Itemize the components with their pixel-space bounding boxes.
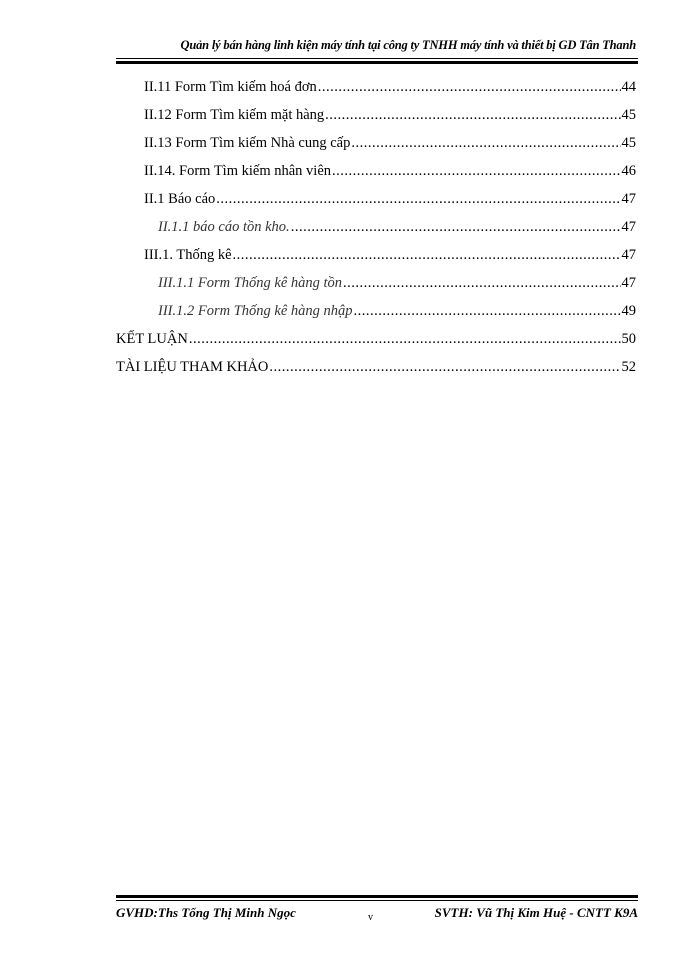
toc-leader-dots bbox=[325, 106, 620, 124]
footer-advisor: GVHD:Ths Tống Thị Minh Ngọc bbox=[116, 905, 296, 920]
toc-entry-label: III.1. Thống kê bbox=[144, 247, 232, 263]
footer-student: SVTH: Vũ Thị Kim Huệ - CNTT K9A bbox=[434, 905, 638, 920]
header-rule-thin bbox=[116, 58, 638, 59]
toc-entry-label: II.1.1 báo cáo tồn kho. bbox=[158, 219, 290, 235]
toc-leader-dots bbox=[216, 190, 620, 208]
toc-entry[interactable] bbox=[144, 190, 636, 208]
toc-entry-page: 50 bbox=[621, 331, 636, 347]
header-rule-thick bbox=[116, 61, 638, 64]
toc-leader-dots bbox=[189, 330, 621, 348]
toc-entry-page: 52 bbox=[621, 359, 636, 375]
toc-entry-page: 47 bbox=[621, 191, 636, 207]
toc-entry-label: TÀI LIỆU THAM KHẢO bbox=[116, 359, 269, 375]
toc-entry-page: 47 bbox=[621, 275, 636, 291]
toc-entry-label: II.1 Báo cáo bbox=[144, 191, 216, 207]
toc-entry-label: II.13 Form Tìm kiếm Nhà cung cấp bbox=[144, 135, 351, 151]
toc-entry-page: 44 bbox=[621, 79, 636, 95]
toc-entry-page: 45 bbox=[621, 107, 636, 123]
toc-entry-label: II.12 Form Tìm kiếm mặt hàng bbox=[144, 107, 325, 123]
footer-rule-thin bbox=[116, 900, 638, 901]
toc-entry-label: KẾT LUẬN bbox=[116, 331, 188, 347]
toc-entry-label: II.11 Form Tìm kiếm hoá đơn bbox=[144, 79, 317, 95]
toc-entry-page: 47 bbox=[621, 247, 636, 263]
toc-entry-label: II.14. Form Tìm kiếm nhân viên bbox=[144, 163, 331, 179]
toc-leader-dots bbox=[291, 218, 621, 236]
toc-leader-dots bbox=[351, 134, 620, 152]
footer-rule-thick bbox=[116, 895, 638, 898]
footer-page-number: v bbox=[368, 912, 373, 923]
running-header: Quản lý bán hàng linh kiện máy tính tại công ty TNHH máy tính và thiết bị GD Tân Thanh bbox=[180, 38, 636, 52]
toc-entry-page: 45 bbox=[621, 135, 636, 151]
toc-entry[interactable] bbox=[116, 330, 636, 348]
toc-entry-page: 47 bbox=[621, 219, 636, 235]
toc-leader-dots bbox=[318, 78, 621, 96]
toc-entry-page: 49 bbox=[621, 303, 636, 319]
toc-entry[interactable] bbox=[144, 78, 636, 96]
toc-entry[interactable] bbox=[144, 162, 636, 180]
toc-entry[interactable] bbox=[144, 246, 636, 264]
toc-entry[interactable] bbox=[158, 218, 636, 236]
toc-leader-dots bbox=[233, 246, 621, 264]
toc-leader-dots bbox=[343, 274, 620, 292]
toc-entry[interactable] bbox=[158, 302, 636, 320]
toc-leader-dots bbox=[354, 302, 621, 320]
toc-entry-label: III.1.1 Form Thống kê hàng tồn bbox=[158, 275, 343, 291]
toc-leader-dots bbox=[332, 162, 621, 180]
toc-entry[interactable] bbox=[158, 274, 636, 292]
toc-leader-dots bbox=[269, 358, 620, 376]
toc-entry-page: 46 bbox=[621, 163, 636, 179]
toc-entry-label: III.1.2 Form Thống kê hàng nhập bbox=[158, 303, 353, 319]
toc-entry[interactable] bbox=[116, 358, 636, 376]
toc-entry[interactable] bbox=[144, 134, 636, 152]
toc-entry[interactable] bbox=[144, 106, 636, 124]
